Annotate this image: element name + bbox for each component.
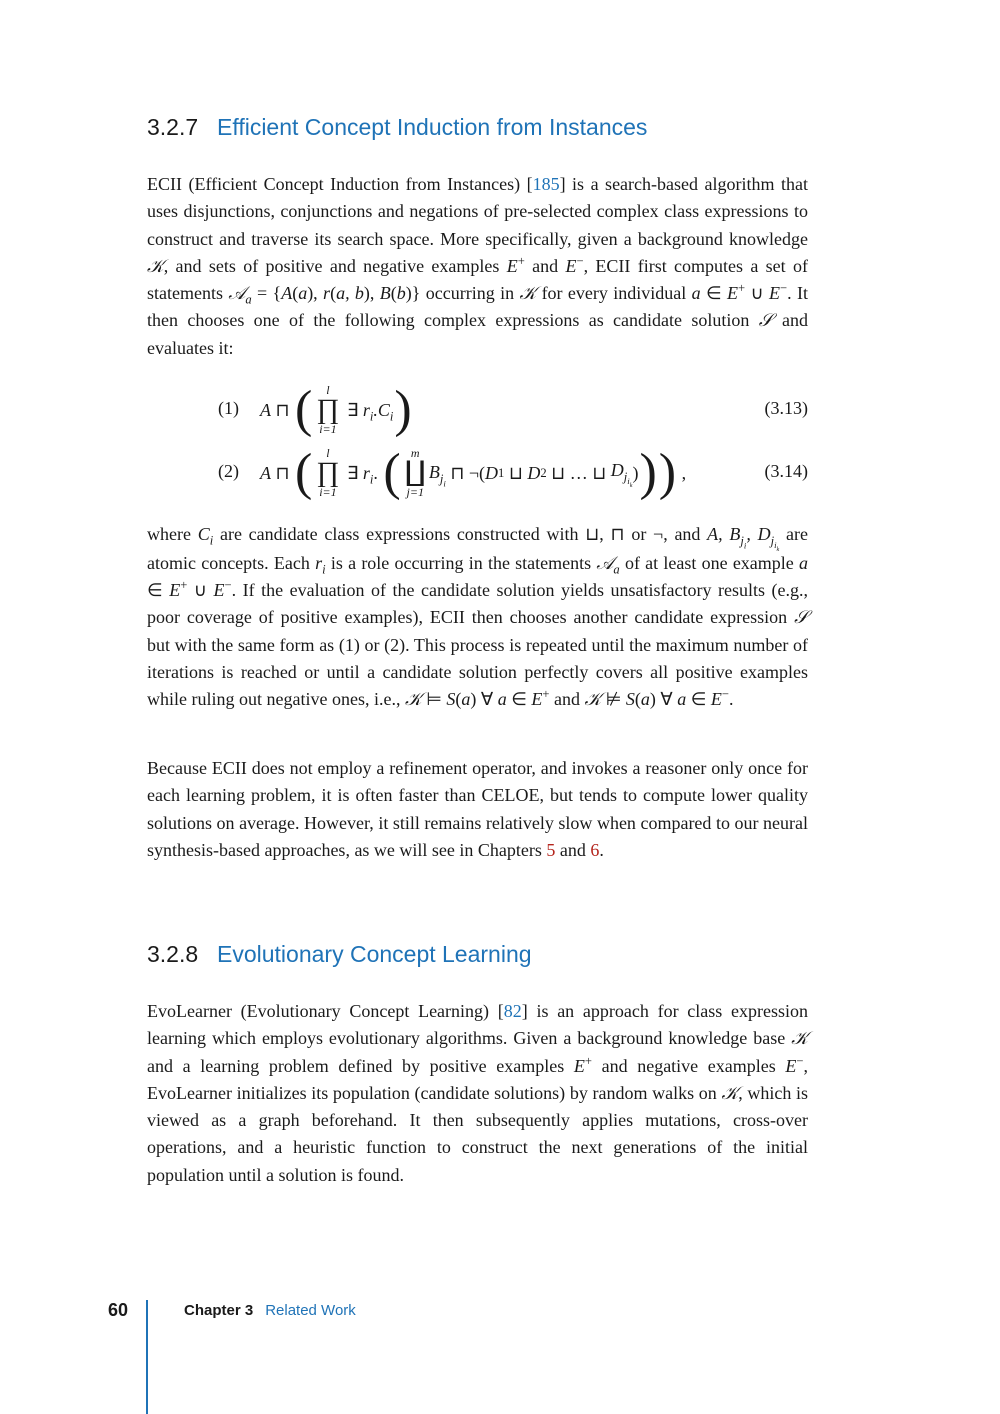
- footer-rule: [146, 1300, 148, 1414]
- running-footer: [184, 1302, 356, 1319]
- equation-body: A ⊓ ( l ∏ i=1 ∃ $r_i$ . ( m ∐ j=1 $B_{j_i}$ ⊓ ¬( D 1 ⊔ D 2 ⊔ … ⊔ $D_{j_{i_k}}$ ) ) ) ,: [260, 444, 687, 501]
- equation-body: A ⊓ ( l ∏ i=1 ∃ $r_i.C_i$ ): [260, 381, 412, 438]
- equation-3-14: [218, 443, 808, 503]
- page-number: 60: [108, 1300, 129, 1320]
- section-number: 3.2.8: [147, 941, 199, 967]
- section-title: Efficient Concept Induction from Instances: [217, 114, 648, 140]
- equation-label: (1): [218, 398, 239, 418]
- paragraph-evolearner: EvoLearner (Evolutionary Concept Learning) [82] is an approach for class expression learning which employs evolutionary algorithms. Given a background knowledge base 𝒦 and a learning problem defined by positive examples E+ and negative examples E−, EvoLearner initializes its population (candidate solutions) by random walks on 𝒦, which is viewed as a graph beforehand. It then subsequently applies mutations, cross-over operations, and a heuristic function to construct the next generations of the initial population until a solution is found.: [147, 1001, 808, 1185]
- equation-number: (3.13): [764, 398, 808, 418]
- section-heading-3-2-7: [147, 114, 647, 141]
- chapter-title: Related Work: [265, 1302, 356, 1319]
- equation-number: (3.14): [764, 461, 808, 481]
- paragraph-ecii-intro: ECII (Efficient Concept Induction from Instances) [185] is a search-based algorithm that uses disjunctions, conjunctions and negations of pre-selected complex class expressions to construct and traverse its search space. More specifically, given a background knowledge 𝒦, and sets of positive and negative examples E+ and E−, ECII first computes a set of statements 𝒜$_a$ = {A(a), r(a, b), B(b)} occurring in 𝒦 for every individual a ∈ E+ ∪ E−. It then chooses one of the following complex expressions as candidate solution 𝒮 and evaluates it:: [147, 174, 808, 358]
- section-heading-3-2-8: [147, 941, 532, 968]
- chapter-label: Chapter 3: [184, 1302, 254, 1319]
- paragraph-ecii-details: where $C_i$ are candidate class expressions constructed with ⊔, ⊓ or ¬, and A, $B_{j_i}$, $D_{j_{i_k}}$ are atomic concepts. Each $r_i$ is a role occurring in the statements 𝒜$_a$ of at least one example a ∈ E+ ∪ E−. If the evaluation of the candidate solution yields unsatisfactory results (e.g., poor coverage of positive examples), ECII then chooses another candidate expression 𝒮 but with the same form as (1) or (2). This process is repeated until the maximum number of iterations is reached or until a candidate solution perfectly covers all positive examples while ruling out negative ones, i.e., 𝒦 ⊨ S(a) ∀ a ∈ E+ and 𝒦 ⊭ S(a) ∀ a ∈ E−.: [147, 524, 809, 710]
- citation-link[interactable]: 185: [532, 174, 560, 194]
- section-number: 3.2.7: [147, 114, 199, 140]
- chapter-link[interactable]: 6: [590, 839, 600, 860]
- paragraph-ecii-comparison: Because ECII does not employ a refinement operator, and invokes a reasoner only once for each learning problem, it is often faster than CELOE, but tends to compute lower quality solutions on average. However, it still remains relatively slow when compared to our neural synthesis-based approaches, as we will see in Chapters 5 and 6.: [147, 758, 808, 860]
- equation-3-13: [218, 380, 808, 440]
- citation-link[interactable]: 82: [503, 1001, 522, 1021]
- equation-label: (2): [218, 461, 239, 481]
- section-title: Evolutionary Concept Learning: [217, 941, 532, 967]
- chapter-link[interactable]: 5: [546, 839, 556, 860]
